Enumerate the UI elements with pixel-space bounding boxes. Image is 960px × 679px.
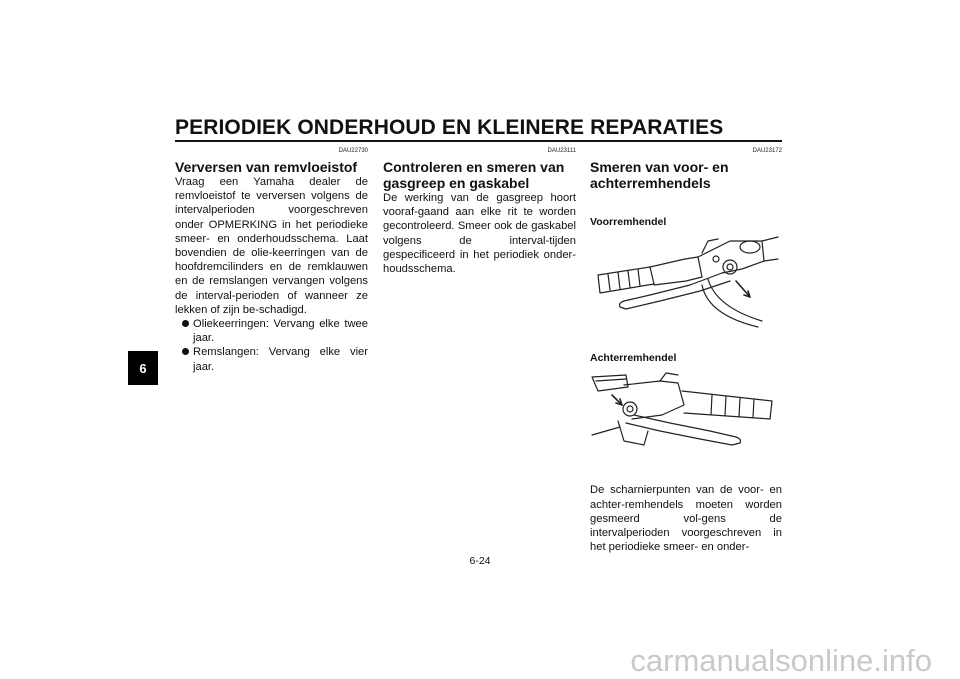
left-column <box>175 147 368 374</box>
section-body: Vraag een Yamaha dealer de remvloeistof te verversen volgens de intervalperioden voorgeschreven onder OPMERKING in het periodieke smeer- en onderhoudsschema. Laat bovendien de olie-keerringen van de hoofdremcilinders en de remklauwen en de remslangen vervangen volgens de interval-perioden of wanneer ze lekken of zijn be-schadigd. <box>175 176 368 316</box>
bullet-icon <box>182 320 189 327</box>
bullet-item <box>175 317 368 345</box>
rear-brake-label: Achterremhendel <box>590 352 677 365</box>
bullet-item <box>175 345 368 373</box>
bullet-icon <box>182 348 189 355</box>
page-title: PERIODIEK ONDERHOUD EN KLEINERE REPARATIES <box>175 116 724 139</box>
section-code: DAU23172 <box>752 148 782 154</box>
right-column <box>590 147 782 554</box>
section-code: DAU23111 <box>547 148 576 154</box>
front-brake-label: Voorremhendel <box>590 216 667 228</box>
page-number: 6-24 <box>469 555 491 567</box>
section-code: DAU22730 <box>338 148 368 154</box>
title-rule <box>175 140 782 142</box>
bullet-list <box>175 317 368 374</box>
bullet-text: Oliekeerringen: Vervang elke twee jaar. <box>193 318 368 345</box>
middle-column <box>383 147 576 276</box>
bullet-text: Remslangen: Vervang elke vier jaar. <box>193 346 368 373</box>
chapter-tab: 6 <box>128 351 158 385</box>
front-brake-lever-figure <box>590 229 782 329</box>
section-heading: Controleren en smeren van gasgreep en gaskabel <box>383 159 565 191</box>
section-body: De scharnierpunten van de voor- en achter-remhendels moeten worden gesmeerd vol-gens de intervalperioden voorgeschreven in het periodieke smeer- en onder- <box>590 484 782 554</box>
rear-brake-lever-figure <box>590 365 782 465</box>
section-body: De werking van de gasgreep hoort vooraf-gaand aan elke rit te worden gecontroleerd. Smeer ook de gaskabel volgens de interval-tijden gespecificeerd in het periodiek onder-houdsschema. <box>383 192 576 276</box>
section-heading: Smeren van voor- en achterremhendels <box>590 159 729 191</box>
watermark: carmanualsonline.info <box>630 643 932 678</box>
section-heading: Verversen van remvloeistof <box>175 159 358 175</box>
